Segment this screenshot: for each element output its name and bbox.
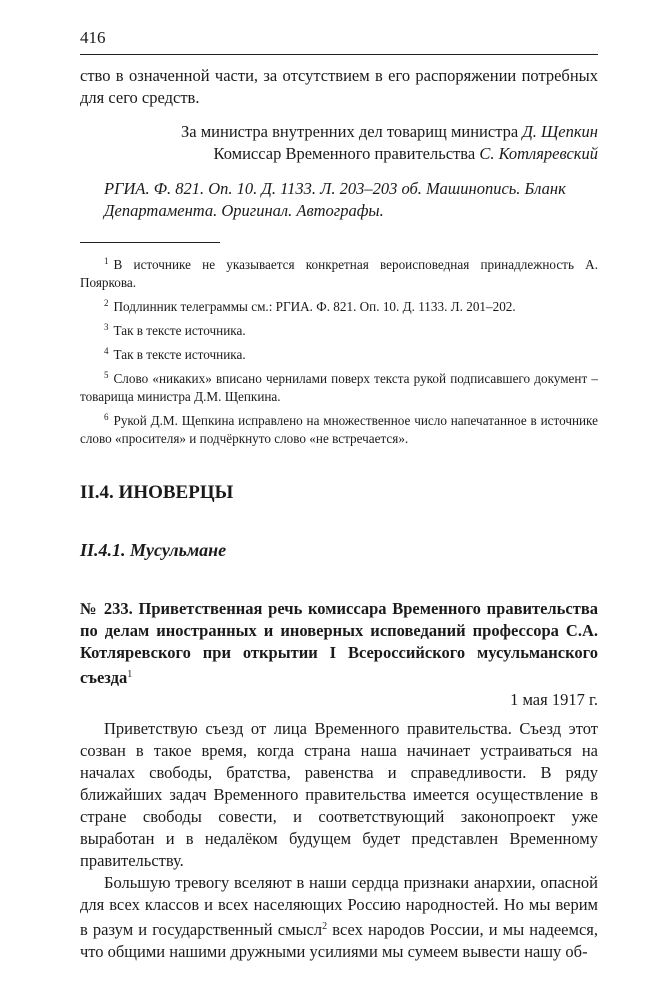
signature-name: Д. Щепкин — [522, 122, 598, 141]
footnote — [80, 366, 598, 406]
footnote-text: Так в тексте источника. — [113, 323, 246, 338]
footnote-rule — [80, 242, 220, 243]
paragraph-text: Большую тревогу вселяют в наши сердца признаки анархии, опасной для всех классов и всех населяющих Россию народностей. Но мы верим в разум и государственный смысл — [80, 873, 598, 939]
paragraph: Приветствую съезд от лица Временного правительства. Съезд этот созван в такое время, когда страна наша начинает устраиваться на началах свободы, братства, равенства и справедливости. В ряду ближайших задач Временного правительства имеется осуществление в стране свободы совести, и соответствующий законопроект уже выработан и в недалёком будущем будет представлен Временному правительству. — [80, 719, 598, 870]
footnote-number: 5 — [104, 370, 109, 380]
footnote — [80, 318, 598, 340]
subsection-heading: II.4.1. Мусульмане — [80, 540, 227, 560]
signature-line-1 — [181, 121, 598, 143]
footnote-number: 6 — [104, 412, 109, 422]
footnote-text: Подлинник телеграммы см.: РГИА. Ф. 821. Оп. 10. Д. 1133. Л. 201–202. — [113, 299, 516, 314]
paragraph-text: всех народов России, и мы надеемся, что общими нашими дружными усилиями мы сумеем вывести нашу об- — [80, 920, 598, 961]
footnotes — [80, 252, 598, 450]
footnote-text: В источнике не указывается конкретная вероисповедная принадлежность А. Пояркова. — [80, 257, 598, 290]
footnote-text: Так в тексте источника. — [113, 347, 246, 362]
document-title — [80, 598, 598, 689]
signature-name: С. Котляревский — [479, 144, 598, 163]
footnote-ref: 2 — [322, 921, 328, 932]
document-title-text: № 233. Приветственная речь комиссара Временного правительства по делам иностранных и иноверных исповеданий профессора С.А. Котляревского при открытии I Всероссийского мусульманского съезда — [80, 599, 598, 687]
header-rule — [80, 54, 598, 55]
footnote-text: Рукой Д.М. Щепкина исправлено на множественное число напечатанное в источнике слово «просителя» и подчёркнуто слово «не встречается». — [80, 413, 598, 446]
signature-role: За министра внутренних дел товарищ министра — [181, 122, 519, 141]
signature-role: Комиссар Временного правительства — [213, 144, 476, 163]
footnote — [80, 408, 598, 448]
document-title-note: 1 — [127, 669, 133, 680]
continuation-paragraph: ство в означенной части, за отсутствием в его распоряжении потребных для сего средств. — [80, 66, 598, 107]
archival-source: РГИА. Ф. 821. Оп. 10. Д. 1133. Л. 203–203 об. Машинопись. Бланк Департамента. Оригинал. Автографы. — [104, 179, 566, 220]
section-heading: II.4. ИНОВЕРЦЫ — [80, 482, 234, 503]
footnote-number: 3 — [104, 322, 109, 332]
footnote — [80, 252, 598, 292]
page-number: 416 — [80, 28, 106, 47]
footnote-number: 1 — [104, 256, 109, 266]
footnote-text: Слово «никаких» вписано чернилами поверх текста рукой подписавшего документ – товарища министра Д.М. Щепкина. — [80, 371, 598, 404]
signature-line-2 — [214, 143, 598, 165]
footnote-number: 4 — [104, 346, 109, 356]
speech-text — [80, 718, 598, 963]
footnote — [80, 294, 598, 316]
paragraph — [80, 872, 598, 963]
document-date: 1 мая 1917 г. — [510, 690, 598, 709]
footnote — [80, 342, 598, 364]
footnote-number: 2 — [104, 298, 109, 308]
